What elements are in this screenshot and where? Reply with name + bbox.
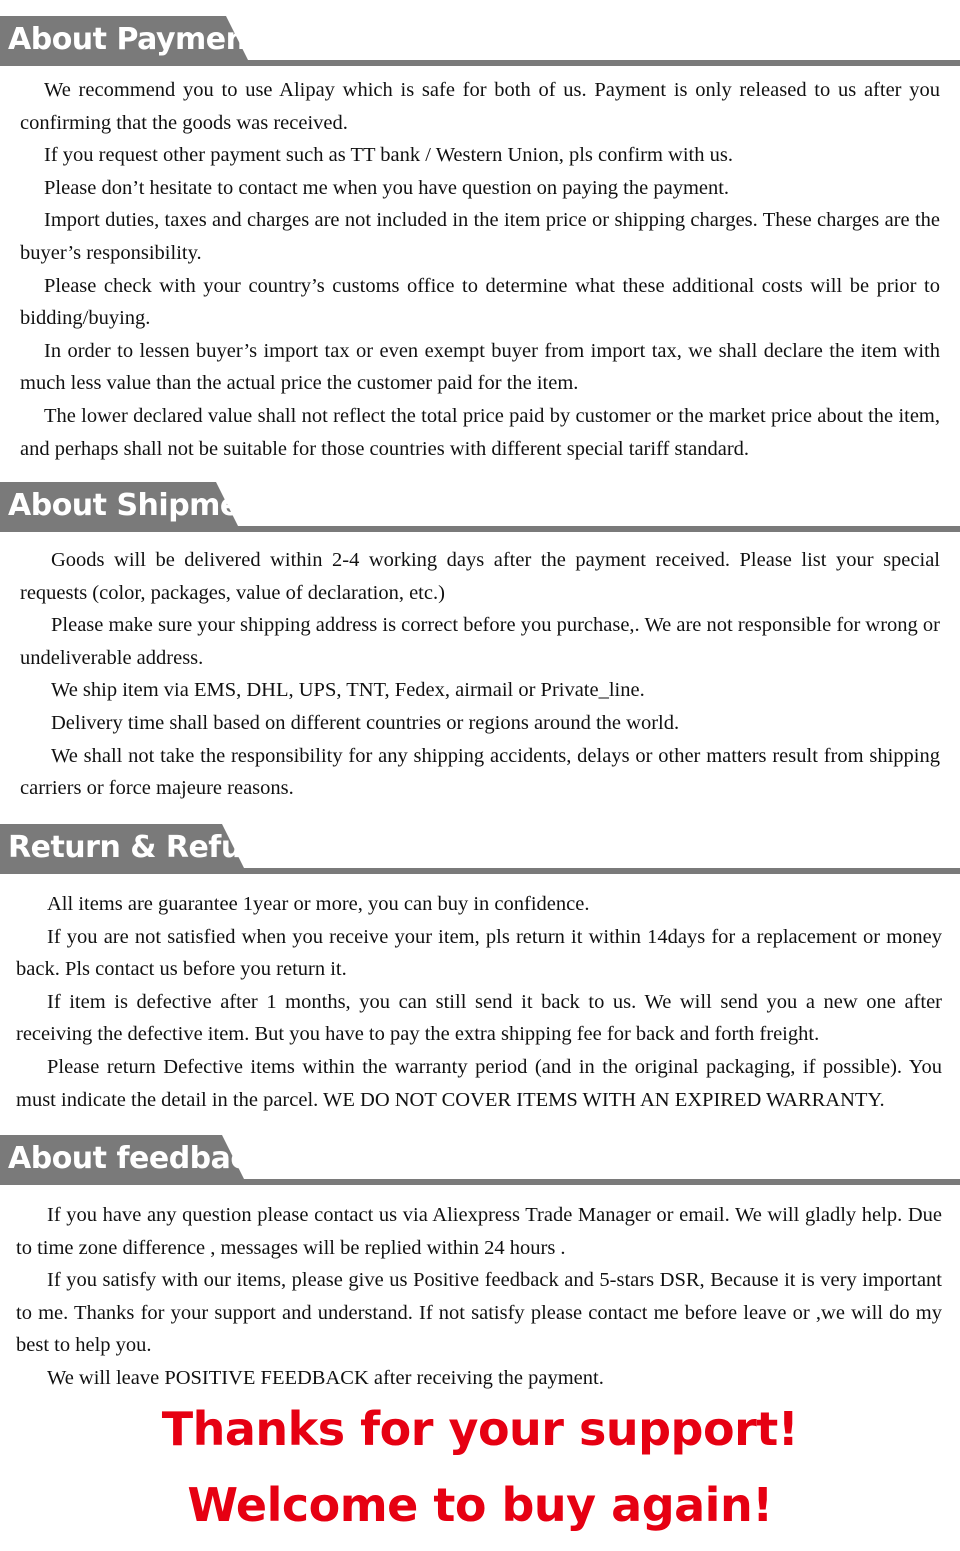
- feedback-section-title: About feedback: [8, 1141, 268, 1176]
- shipment-paragraph: We ship item via EMS, DHL, UPS, TNT, Fedex, airmail or Private_line.: [51, 679, 645, 702]
- payment-section-body: [20, 74, 940, 465]
- shipment-section-title: About Shipment: [8, 488, 275, 523]
- payment-paragraph: If you request other payment such as TT bank / Western Union, pls confirm with us.: [44, 144, 733, 167]
- shipment-paragraph: Goods will be delivered within 2-4 working days after the payment received. Please list your special requests (color, packages, value of declaration, etc.): [20, 549, 940, 604]
- payment-section-header: [0, 16, 960, 66]
- refund-paragraph: If item is defective after 1 months, you can still send it back to us. We will send you a new one after receiving the defective item. But you have to pay the extra shipping fee for back and forth freight.: [16, 990, 942, 1046]
- thanks-message: Thanks for your support!: [161, 1402, 799, 1456]
- refund-section-body: [16, 888, 942, 1116]
- shipment-paragraph: We shall not take the responsibility for any shipping accidents, delays or other matters result from shipping carriers or force majeure reasons.: [20, 744, 940, 800]
- feedback-paragraph: If you satisfy with our items, please give us Positive feedback and 5-stars DSR, Because it is very important to me. Thanks for your support and understand. If not satisfy please contact me before leave or ,we will do my best to help you.: [16, 1269, 942, 1357]
- payment-paragraph: The lower declared value shall not reflect the total price paid by customer or the market price about the item, and perhaps shall not be suitable for those countries with different special tariff standard.: [20, 404, 940, 460]
- payment-paragraph: Please check with your country’s customs office to determine what these additional costs will be prior to bidding/buying.: [20, 274, 940, 330]
- refund-paragraph: Please return Defective items within the warranty period (and in the original packaging, if possible). You must indicate the detail in the parcel. WE DO NOT COVER ITEMS WITH AN EXPIRED WARRANTY.: [16, 1055, 942, 1111]
- shipment-section-body: [20, 544, 940, 805]
- feedback-section-header: [0, 1135, 960, 1185]
- refund-paragraph: If you are not satisfied when you receive your item, pls return it within 14days for a replacement or money back. Pls contact us before you return it.: [16, 925, 942, 981]
- shipment-section-header: [0, 482, 960, 532]
- welcome-message: Welcome to buy again!: [187, 1478, 773, 1532]
- shipment-paragraph: Delivery time shall based on different countries or regions around the world.: [51, 711, 680, 734]
- refund-section-title: Return & Refund: [8, 830, 284, 865]
- feedback-paragraph: If you have any question please contact us via Aliexpress Trade Manager or email. We will gladly help. Due to time zone difference , messages will be replied within 24 hours .: [16, 1204, 942, 1259]
- payment-paragraph: Please don’t hesitate to contact me when you have question on paying the payment.: [44, 176, 730, 199]
- refund-section-header: [0, 824, 960, 874]
- payment-paragraph: In order to lessen buyer’s import tax or even exempt buyer from import tax, we shall declare the item with much less value than the actual price the customer paid for the item.: [20, 339, 940, 395]
- refund-paragraph: All items are guarantee 1year or more, you can buy in confidence.: [47, 893, 590, 915]
- shipment-paragraph: Please make sure your shipping address is correct before you purchase,. We are not responsible for wrong or undeliverable address.: [20, 614, 940, 669]
- feedback-section-body: [16, 1199, 942, 1395]
- feedback-paragraph: We will leave POSITIVE FEEDBACK after receiving the payment.: [47, 1366, 604, 1389]
- payment-section-title: About Payment: [8, 22, 261, 57]
- payment-paragraph: We recommend you to use Alipay which is safe for both of us. Payment is only released to us after you confirming that the goods was received.: [20, 79, 940, 134]
- payment-paragraph: Import duties, taxes and charges are not included in the item price or shipping charges. These charges are the buyer’s responsibility.: [20, 209, 940, 264]
